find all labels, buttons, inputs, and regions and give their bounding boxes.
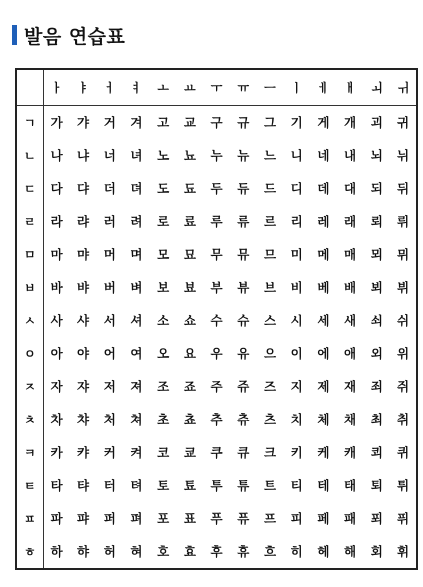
syllable-cell: 재 [344, 379, 357, 394]
syllable-cell: 츠 [263, 412, 277, 427]
syllable-cell: 가 [50, 115, 63, 130]
syllable-cell: 쥬 [237, 379, 250, 394]
syllable-cell: 죄 [370, 379, 383, 394]
pronunciation-table [15, 68, 418, 570]
consonant-header-cell: ㅊ [16, 403, 43, 436]
syllable-cell: 되 [370, 181, 383, 196]
syllable-cell: 묘 [183, 247, 196, 262]
syllable-cell: 쟈 [77, 379, 90, 394]
page-title: 발음 연습표 [24, 25, 126, 48]
syllable-cell: 호 [157, 544, 170, 559]
syllable-cell: 뮤 [237, 247, 250, 262]
table-row [16, 172, 417, 205]
syllable-cell: 회 [370, 544, 383, 559]
syllable-cell: 리 [290, 214, 303, 229]
syllable-cell: 뷔 [397, 280, 410, 295]
syllable-cell: 냐 [77, 148, 90, 163]
page-header [12, 22, 125, 48]
syllable-cell: 모 [157, 247, 170, 262]
syllable-cell: 됴 [183, 181, 196, 196]
syllable-cell: 지 [290, 379, 303, 394]
syllable-cell: 부 [210, 280, 223, 295]
syllable-cell: 차 [50, 412, 63, 427]
table-row [16, 205, 417, 238]
syllable-cell: 큐 [237, 445, 250, 460]
syllable-cell: 야 [77, 346, 90, 361]
consonant-header-cell: ㅅ [16, 304, 43, 337]
syllable-cell: 프 [263, 511, 277, 526]
syllable-cell: 소 [157, 313, 170, 328]
syllable-cell: 아 [50, 346, 63, 361]
table-row [16, 535, 417, 569]
syllable-cell: 뉘 [397, 148, 410, 163]
consonant-header-cell: ㄴ [16, 139, 43, 172]
title-accent-bar [12, 25, 17, 45]
syllable-cell: 자 [50, 379, 63, 394]
syllable-cell: 취 [397, 412, 410, 427]
syllable-cell: 혀 [130, 544, 143, 559]
syllable-cell: 쾨 [370, 445, 383, 460]
syllable-cell: 루 [210, 214, 223, 229]
syllable-cell: 녀 [130, 148, 143, 163]
syllable-cell: 므 [263, 247, 277, 262]
consonant-header-cell: ㅌ [16, 469, 43, 502]
syllable-cell: 다 [50, 181, 63, 196]
syllable-cell: 배 [344, 280, 357, 295]
syllable-cell: 표 [183, 511, 196, 526]
syllable-cell: 커 [103, 445, 116, 460]
syllable-cell: 여 [130, 346, 143, 361]
vowel-header-row [16, 69, 417, 105]
syllable-cell: 레 [317, 214, 330, 229]
syllable-rows [16, 105, 417, 569]
syllable-cell: 겨 [130, 115, 143, 130]
syllable-cell: 퓨 [237, 511, 250, 526]
consonant-header-cell: ㅁ [16, 238, 43, 271]
vowel-header-cell: ㅡ [257, 69, 284, 105]
syllable-cell: 뤼 [397, 214, 410, 229]
syllable-cell: 뇨 [183, 148, 196, 163]
syllable-cell: 내 [344, 148, 357, 163]
syllable-cell: 펴 [130, 511, 143, 526]
syllable-cell: 주 [210, 379, 223, 394]
consonant-header-cell: ㄷ [16, 172, 43, 205]
syllable-cell: 으 [263, 346, 277, 361]
syllable-cell: 채 [344, 412, 357, 427]
table-row [16, 238, 417, 271]
syllable-cell: 더 [103, 181, 116, 196]
syllable-cell: 즈 [263, 379, 277, 394]
syllable-cell: 너 [103, 148, 116, 163]
syllable-cell: 초 [157, 412, 170, 427]
syllable-cell: 푀 [370, 511, 383, 526]
syllable-cell: 에 [317, 346, 330, 361]
consonant-header-cell: ㅂ [16, 271, 43, 304]
syllable-cell: 테 [317, 478, 330, 493]
syllable-cell: 브 [263, 280, 277, 295]
syllable-cell: 챠 [77, 412, 90, 427]
syllable-cell: 터 [103, 478, 116, 493]
consonant-header-cell: ㅍ [16, 502, 43, 535]
vowel-header-cell: ㅐ [337, 69, 364, 105]
table-row [16, 370, 417, 403]
syllable-cell: 휴 [237, 544, 250, 559]
syllable-cell: 유 [237, 346, 250, 361]
syllable-cell: 쉬 [397, 313, 410, 328]
consonant-header-cell: ㅎ [16, 535, 43, 569]
vowel-header-cell: ㅗ [150, 69, 177, 105]
vowel-header-cell: ㅣ [283, 69, 310, 105]
syllable-cell: 매 [344, 247, 357, 262]
syllable-cell: 뷰 [237, 280, 250, 295]
syllable-cell: 로 [157, 214, 170, 229]
syllable-cell: 메 [317, 247, 330, 262]
syllable-cell: 히 [290, 544, 303, 559]
syllable-cell: 비 [290, 280, 303, 295]
syllable-cell: 먀 [77, 247, 90, 262]
table-row [16, 502, 417, 535]
syllable-cell: 댜 [77, 181, 90, 196]
syllable-cell: 제 [317, 379, 330, 394]
syllable-cell: 서 [103, 313, 116, 328]
syllable-cell: 시 [290, 313, 303, 328]
syllable-cell: 태 [344, 478, 357, 493]
syllable-cell: 카 [50, 445, 63, 460]
syllable-cell: 사 [50, 313, 63, 328]
consonant-header-cell: ㅇ [16, 337, 43, 370]
syllable-cell: 패 [344, 511, 357, 526]
syllable-cell: 트 [263, 478, 277, 493]
syllable-cell: 며 [130, 247, 143, 262]
syllable-cell: 휘 [397, 544, 410, 559]
syllable-cell: 허 [103, 544, 116, 559]
syllable-cell: 료 [183, 214, 196, 229]
syllable-cell: 나 [50, 148, 63, 163]
syllable-cell: 텨 [130, 478, 143, 493]
syllable-cell: 투 [210, 478, 223, 493]
syllable-cell: 귀 [397, 115, 410, 130]
syllable-cell: 해 [344, 544, 357, 559]
syllable-cell: 느 [263, 148, 277, 163]
syllable-cell: 게 [317, 115, 330, 130]
syllable-cell: 뮈 [397, 247, 410, 262]
syllable-cell: 네 [317, 148, 330, 163]
syllable-cell: 교 [183, 115, 196, 130]
syllable-cell: 대 [344, 181, 357, 196]
syllable-cell: 무 [210, 247, 223, 262]
syllable-cell: 버 [103, 280, 116, 295]
syllable-cell: 페 [317, 511, 330, 526]
table-row [16, 337, 417, 370]
syllable-cell: 우 [210, 346, 223, 361]
syllable-cell: 퍼 [103, 511, 116, 526]
syllable-cell: 외 [370, 346, 383, 361]
syllable-cell: 튀 [397, 478, 410, 493]
syllable-cell: 고 [157, 115, 170, 130]
vowel-header-cell: ㅜ [203, 69, 230, 105]
syllable-cell: 뉴 [237, 148, 250, 163]
syllable-cell: 츄 [237, 412, 250, 427]
syllable-cell: 노 [157, 148, 170, 163]
syllable-cell: 키 [290, 445, 303, 460]
consonant-header-cell: ㅋ [16, 436, 43, 469]
syllable-cell: 머 [103, 247, 116, 262]
table-row [16, 436, 417, 469]
syllable-cell: 세 [317, 313, 330, 328]
syllable-cell: 위 [397, 346, 410, 361]
syllable-cell: 코 [157, 445, 170, 460]
syllable-cell: 마 [50, 247, 63, 262]
syllable-cell: 어 [103, 346, 116, 361]
vowel-header-cell: ㅚ [363, 69, 390, 105]
vowel-header-cell: ㅏ [43, 69, 70, 105]
syllable-cell: 파 [50, 511, 63, 526]
syllable-cell: 구 [210, 115, 223, 130]
syllable-cell: 도 [157, 181, 170, 196]
syllable-cell: 피 [290, 511, 303, 526]
syllable-cell: 랴 [77, 214, 90, 229]
syllable-cell: 두 [210, 181, 223, 196]
syllable-cell: 듀 [237, 181, 250, 196]
table-corner-cell [16, 69, 43, 105]
syllable-cell: 규 [237, 115, 250, 130]
syllable-cell: 쥐 [397, 379, 410, 394]
vowel-header-cell: ㅛ [177, 69, 204, 105]
syllable-cell: 쇼 [183, 313, 196, 328]
syllable-cell: 흐 [263, 544, 277, 559]
vowel-header-cell: ㅟ [390, 69, 417, 105]
syllable-cell: 후 [210, 544, 223, 559]
syllable-cell: 타 [50, 478, 63, 493]
syllable-cell: 그 [263, 115, 277, 130]
syllable-cell: 괴 [370, 115, 383, 130]
syllable-cell: 이 [290, 346, 303, 361]
syllable-cell: 디 [290, 181, 303, 196]
vowel-header-cell: ㅠ [230, 69, 257, 105]
syllable-cell: 슈 [237, 313, 250, 328]
syllable-cell: 탸 [77, 478, 90, 493]
table-row [16, 304, 417, 337]
table-row [16, 139, 417, 172]
syllable-cell: 니 [290, 148, 303, 163]
syllable-cell: 애 [344, 346, 357, 361]
syllable-cell: 뇌 [370, 148, 383, 163]
syllable-cell: 크 [263, 445, 277, 460]
syllable-cell: 르 [263, 214, 277, 229]
syllable-cell: 토 [157, 478, 170, 493]
syllable-cell: 개 [344, 115, 357, 130]
syllable-cell: 뒤 [397, 181, 410, 196]
syllable-cell: 데 [317, 181, 330, 196]
syllable-cell: 뵤 [183, 280, 196, 295]
syllable-cell: 보 [157, 280, 170, 295]
syllable-cell: 추 [210, 412, 223, 427]
consonant-header-cell: ㅈ [16, 370, 43, 403]
syllable-cell: 샤 [77, 313, 90, 328]
syllable-cell: 미 [290, 247, 303, 262]
syllable-cell: 쿠 [210, 445, 223, 460]
syllable-cell: 효 [183, 544, 196, 559]
table-row [16, 403, 417, 436]
syllable-cell: 쇠 [370, 313, 383, 328]
syllable-cell: 새 [344, 313, 357, 328]
syllable-cell: 켜 [130, 445, 143, 460]
syllable-cell: 셔 [130, 313, 143, 328]
syllable-cell: 기 [290, 115, 303, 130]
syllable-cell: 처 [103, 412, 116, 427]
syllable-cell: 라 [50, 214, 63, 229]
vowel-header-cell: ㅔ [310, 69, 337, 105]
table-row [16, 469, 417, 502]
syllable-cell: 조 [157, 379, 170, 394]
syllable-cell: 햐 [77, 544, 90, 559]
syllable-cell: 갸 [77, 115, 90, 130]
syllable-cell: 수 [210, 313, 223, 328]
consonant-header-cell: ㄱ [16, 105, 43, 139]
syllable-cell: 푸 [210, 511, 223, 526]
syllable-cell: 퀴 [397, 445, 410, 460]
syllable-cell: 벼 [130, 280, 143, 295]
syllable-cell: 케 [317, 445, 330, 460]
syllable-cell: 캐 [344, 445, 357, 460]
syllable-cell: 툐 [183, 478, 196, 493]
syllable-cell: 하 [50, 544, 63, 559]
syllable-cell: 쿄 [183, 445, 196, 460]
syllable-cell: 티 [290, 478, 303, 493]
syllable-cell: 뫼 [370, 247, 383, 262]
vowel-header-cell: ㅓ [96, 69, 123, 105]
syllable-cell: 요 [183, 346, 196, 361]
syllable-cell: 래 [344, 214, 357, 229]
syllable-cell: 최 [370, 412, 383, 427]
syllable-cell: 죠 [183, 379, 196, 394]
syllable-cell: 포 [157, 511, 170, 526]
syllable-cell: 퍄 [77, 511, 90, 526]
syllable-cell: 치 [290, 412, 303, 427]
syllable-cell: 져 [130, 379, 143, 394]
syllable-cell: 오 [157, 346, 170, 361]
syllable-cell: 베 [317, 280, 330, 295]
syllable-cell: 쵸 [183, 412, 196, 427]
syllable-cell: 러 [103, 214, 116, 229]
syllable-cell: 쳐 [130, 412, 143, 427]
syllable-cell: 바 [50, 280, 63, 295]
table-row [16, 271, 417, 304]
syllable-cell: 퇴 [370, 478, 383, 493]
syllable-cell: 헤 [317, 544, 330, 559]
syllable-cell: 뱌 [77, 280, 90, 295]
table-row [16, 105, 417, 139]
syllable-cell: 뎌 [130, 181, 143, 196]
vowel-header-cell: ㅕ [123, 69, 150, 105]
syllable-cell: 저 [103, 379, 116, 394]
syllable-cell: 드 [263, 181, 277, 196]
syllable-cell: 퓌 [397, 511, 410, 526]
consonant-header-cell: ㄹ [16, 205, 43, 238]
syllable-cell: 뢰 [370, 214, 383, 229]
syllable-cell: 스 [263, 313, 277, 328]
syllable-cell: 체 [317, 412, 330, 427]
syllable-cell: 뵈 [370, 280, 383, 295]
vowel-header-cell: ㅑ [70, 69, 97, 105]
syllable-cell: 려 [130, 214, 143, 229]
syllable-cell: 류 [237, 214, 250, 229]
syllable-cell: 거 [103, 115, 116, 130]
syllable-cell: 캬 [77, 445, 90, 460]
syllable-cell: 누 [210, 148, 223, 163]
syllable-cell: 튜 [237, 478, 250, 493]
